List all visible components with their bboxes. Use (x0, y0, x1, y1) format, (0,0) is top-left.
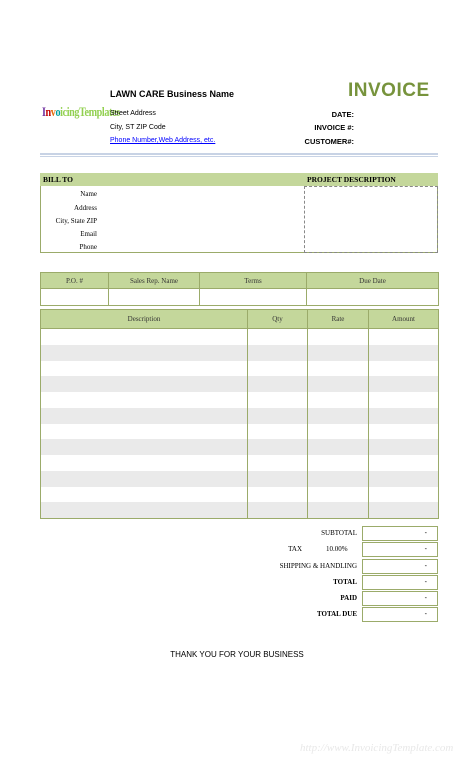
amount-cell[interactable] (369, 361, 439, 377)
customer-number-label: CUSTOMER#: (304, 137, 354, 146)
qty-cell[interactable] (248, 361, 308, 377)
qty-cell[interactable] (248, 471, 308, 487)
description-cell[interactable] (41, 329, 248, 345)
rate-cell[interactable] (308, 487, 369, 503)
qty-cell[interactable] (248, 502, 308, 518)
po-header: P.O. # (41, 273, 109, 289)
subtotal-value: - (362, 526, 438, 541)
description-cell[interactable] (41, 502, 248, 518)
bill-to-heading: BILL TO (43, 175, 73, 184)
amount-cell[interactable] (369, 439, 439, 455)
project-header (304, 173, 438, 186)
qty-cell[interactable] (248, 424, 308, 440)
amount-cell[interactable] (369, 487, 439, 503)
qty-cell[interactable] (248, 439, 308, 455)
bill-phone-label: Phone (79, 243, 97, 251)
rate-cell[interactable] (308, 392, 369, 408)
header-divider-thin (40, 156, 438, 157)
table-row (41, 376, 439, 392)
table-row (41, 329, 439, 345)
qty-cell[interactable] (248, 376, 308, 392)
description-cell[interactable] (41, 471, 248, 487)
logo-letter: I (42, 104, 46, 119)
rate-cell[interactable] (308, 455, 369, 471)
rate-cell[interactable] (308, 329, 369, 345)
description-cell[interactable] (41, 361, 248, 377)
description-cell[interactable] (41, 408, 248, 424)
total-value: - (362, 575, 438, 590)
table-row (41, 408, 439, 424)
bill-name-label: Name (80, 190, 97, 198)
sales-rep-cell[interactable] (109, 289, 200, 306)
table-row (41, 487, 439, 503)
header-divider (40, 153, 438, 155)
rate-cell[interactable] (308, 361, 369, 377)
qty-cell[interactable] (248, 487, 308, 503)
paid-value[interactable]: - (362, 591, 438, 606)
subtotal-label: SUBTOTAL (321, 529, 357, 537)
tax-rate[interactable]: 10.00% (326, 545, 348, 553)
street-address[interactable]: Street Address (110, 110, 156, 117)
total-due-label: TOTAL DUE (316, 610, 357, 618)
table-row (41, 424, 439, 440)
rate-cell[interactable] (308, 471, 369, 487)
tax-label: TAX (288, 545, 302, 553)
terms-header: Terms (200, 273, 307, 289)
rate-cell[interactable] (308, 439, 369, 455)
contact-link[interactable]: Phone Number,Web Address, etc. (110, 137, 216, 144)
description-cell[interactable] (41, 487, 248, 503)
description-cell[interactable] (41, 376, 248, 392)
invoice-number-label: INVOICE #: (314, 123, 354, 132)
rate-cell[interactable] (308, 408, 369, 424)
thank-you-message: THANK YOU FOR YOUR BUSINESS (170, 650, 304, 659)
table-row (41, 502, 439, 518)
total-label: TOTAL (333, 578, 357, 586)
description-cell[interactable] (41, 439, 248, 455)
shipping-value[interactable]: - (362, 559, 438, 574)
bill-address-label: Address (74, 204, 97, 212)
shipping-label: SHIPPING & HANDLING (279, 562, 357, 570)
terms-cell[interactable] (200, 289, 307, 306)
amount-cell[interactable] (369, 455, 439, 471)
qty-cell[interactable] (248, 329, 308, 345)
qty-cell[interactable] (248, 455, 308, 471)
amount-cell[interactable] (369, 424, 439, 440)
table-row (41, 392, 439, 408)
total-due-value: - (362, 607, 438, 622)
logo-letter: n (45, 104, 51, 119)
qty-header: Qty (248, 310, 308, 329)
description-cell[interactable] (41, 392, 248, 408)
rate-cell[interactable] (308, 345, 369, 361)
bill-city-label: City, State ZIP (55, 217, 97, 225)
qty-cell[interactable] (248, 408, 308, 424)
due-date-cell[interactable] (307, 289, 439, 306)
rate-cell[interactable] (308, 424, 369, 440)
amount-cell[interactable] (369, 329, 439, 345)
description-cell[interactable] (41, 424, 248, 440)
rate-header: Rate (308, 310, 369, 329)
watermark: http://www.InvoicingTemplate.com (300, 742, 454, 754)
line-items-table (40, 309, 439, 519)
rate-cell[interactable] (308, 376, 369, 392)
date-label: DATE: (331, 110, 354, 119)
logo-letter: icingTemplates (60, 104, 120, 119)
order-info-table (40, 272, 439, 306)
tax-value: - (362, 542, 438, 557)
table-row (41, 455, 439, 471)
amount-cell[interactable] (369, 376, 439, 392)
qty-cell[interactable] (248, 345, 308, 361)
table-row (41, 345, 439, 361)
amount-cell[interactable] (369, 392, 439, 408)
logo-letter: v (50, 104, 56, 119)
logo-letter: o (55, 104, 61, 119)
city-state-zip[interactable]: City, ST ZIP Code (110, 124, 166, 131)
amount-cell[interactable] (369, 345, 439, 361)
business-name[interactable]: LAWN CARE Business Name (110, 89, 235, 99)
project-heading: PROJECT DESCRIPTION (307, 175, 396, 184)
amount-cell[interactable] (369, 471, 439, 487)
description-cell[interactable] (41, 455, 248, 471)
table-row (41, 361, 439, 377)
amount-header: Amount (369, 310, 439, 329)
due-date-header: Due Date (307, 273, 439, 289)
invoice-title: INVOICE (348, 80, 430, 101)
paid-label: PAID (340, 594, 357, 602)
table-row (41, 471, 439, 487)
sales-rep-header: Sales Rep. Name (109, 273, 200, 289)
qty-cell[interactable] (248, 392, 308, 408)
bill-email-label: Email (80, 230, 97, 238)
po-cell[interactable] (41, 289, 109, 306)
project-description-field[interactable] (304, 186, 438, 253)
table-row (41, 439, 439, 455)
bill-to-header (40, 173, 304, 186)
company-logo (42, 104, 120, 128)
rate-cell[interactable] (308, 502, 369, 518)
description-header: Description (41, 310, 248, 329)
amount-cell[interactable] (369, 502, 439, 518)
description-cell[interactable] (41, 345, 248, 361)
amount-cell[interactable] (369, 408, 439, 424)
